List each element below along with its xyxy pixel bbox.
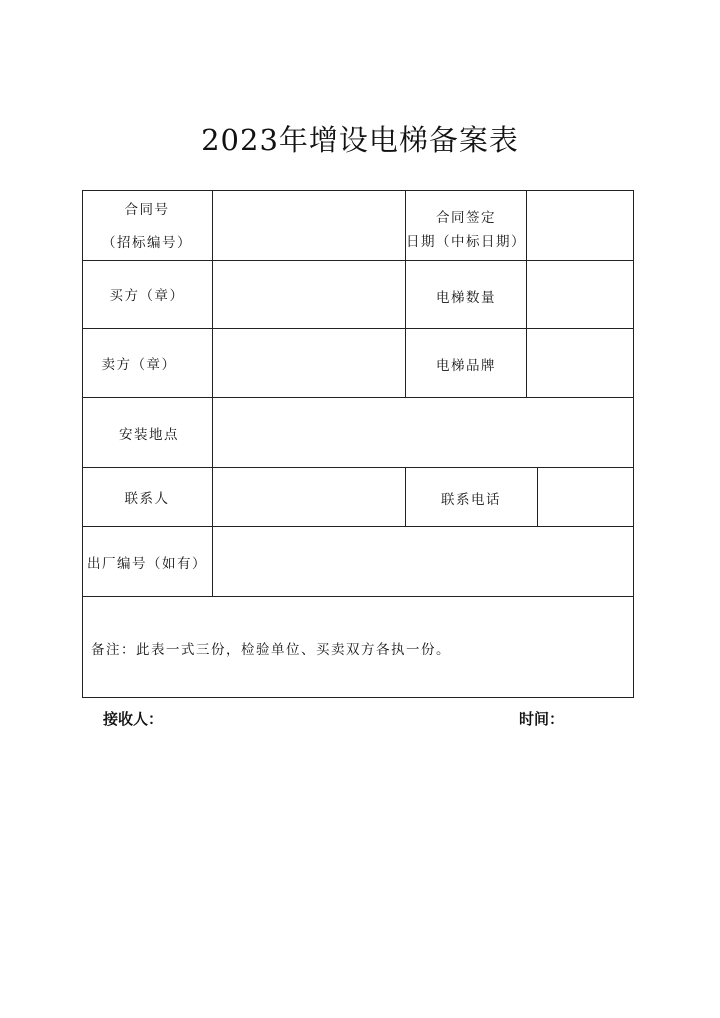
bid-no-label: （招标编号） [102, 235, 192, 251]
buyer-label: 买方（章） [109, 288, 185, 304]
factory-no-label: 出厂编号（如有） [87, 556, 207, 572]
column-divider [526, 190, 527, 397]
sign-date-label: 合同签定 [436, 210, 496, 226]
table-border-top [82, 190, 634, 191]
table-border-left [82, 190, 83, 698]
table-border-right [633, 190, 634, 698]
row-divider [82, 596, 634, 597]
remark-text: 备注：此表一式三份，检验单位、买卖双方各执一份。 [91, 642, 451, 658]
seller-label: 卖方（章） [101, 357, 177, 373]
row-divider [82, 467, 634, 468]
elevator-count-label: 电梯数量 [436, 290, 496, 306]
contract-no-label: 合同号 [124, 202, 170, 218]
contact-person-label: 联系人 [124, 491, 170, 507]
column-divider [212, 190, 213, 596]
column-divider [405, 467, 406, 526]
contact-phone-label: 联系电话 [441, 492, 501, 508]
table-border-bottom [82, 697, 634, 698]
page-title: 2023年增设电梯备案表 [201, 123, 519, 157]
row-divider [82, 260, 634, 261]
column-divider [537, 467, 538, 526]
row-divider [82, 397, 634, 398]
install-location-label: 安装地点 [119, 427, 179, 443]
filing-form-table [82, 190, 634, 698]
receiver-label: 接收人： [103, 710, 164, 728]
column-divider [405, 190, 406, 397]
row-divider [82, 526, 634, 527]
time-label: 时间： [519, 710, 565, 728]
row-divider [82, 328, 634, 329]
sign-date-sub-label: 日期（中标日期） [406, 234, 526, 250]
elevator-brand-label: 电梯品牌 [436, 358, 496, 374]
